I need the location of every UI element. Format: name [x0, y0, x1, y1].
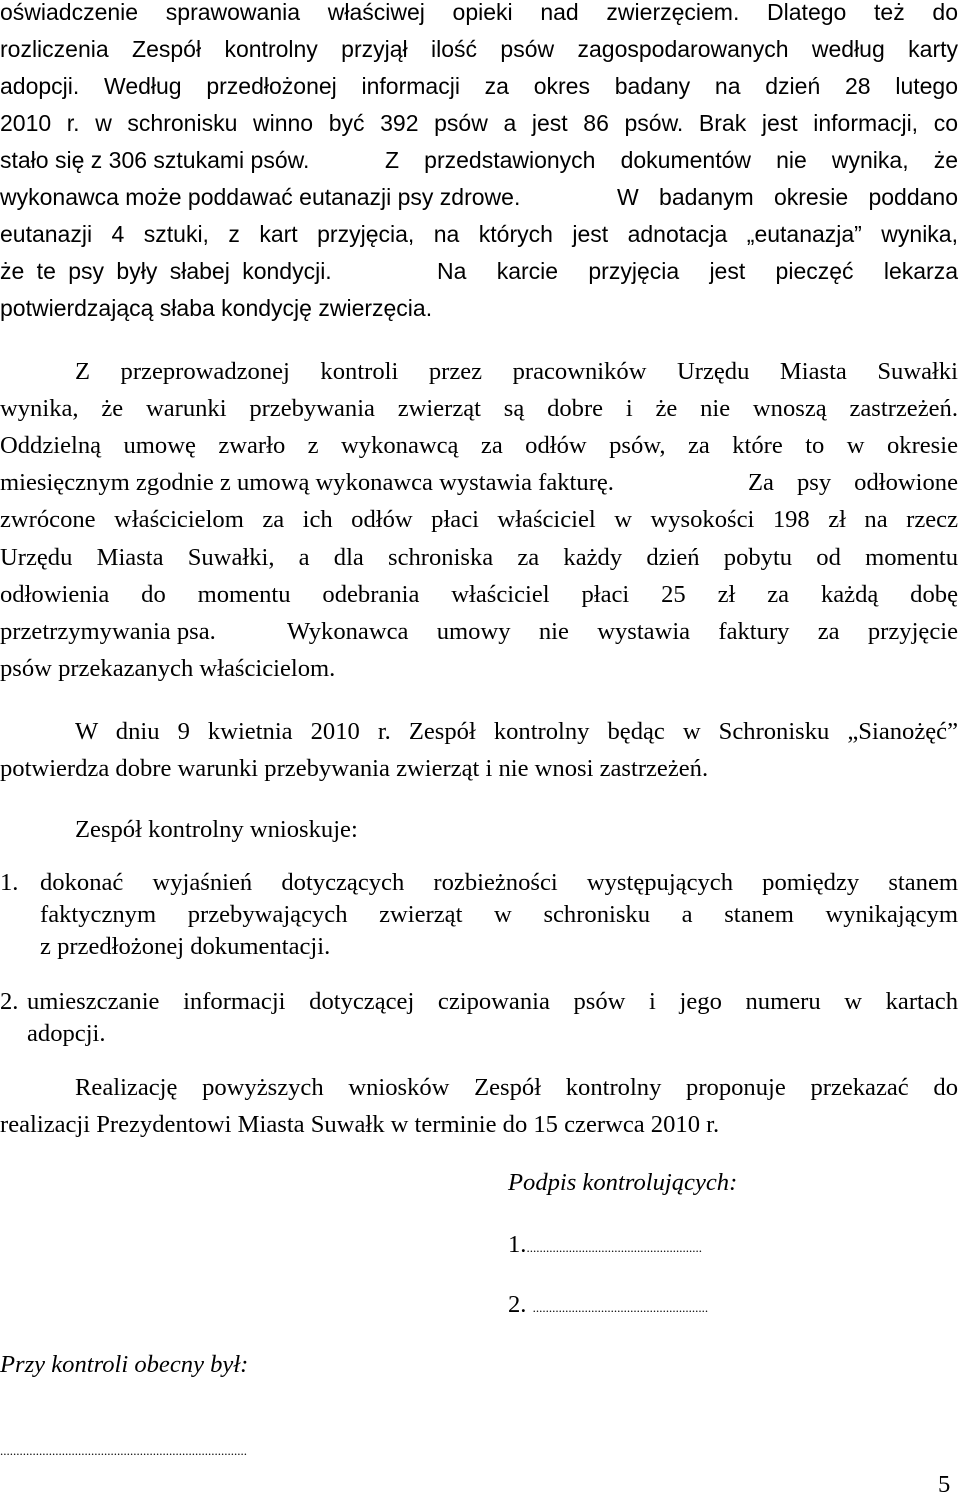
text-line: z przedłożonej dokumentacji.	[40, 933, 331, 960]
text-line: miesięcznym zgodnie z umową wykonawca wystawia fakturę.	[0, 469, 614, 496]
text-line: realizacji Prezydentowi Miasta Suwałk w terminie do 15 czerwca 2010 r.	[0, 1111, 720, 1138]
text-line: psów przekazanych właścicielom.	[0, 655, 336, 682]
text-line: eutanazji 4 sztuki, z kart przyjęcia, na których jest adnotacja „eutanazja” wynika,	[0, 221, 958, 247]
signature-line-1	[508, 1230, 702, 1263]
text-line: przetrzymywania psa.	[0, 618, 216, 645]
text-line: Realizację powyższych wniosków Zespół kontrolny proponuje przekazać do	[75, 1074, 958, 1101]
text-line: zwrócone właścicielom za ich odłów płaci właściciel w wysokości 198 zł na rzecz	[0, 506, 958, 533]
text-line: stało się z 306 sztukami psów.	[0, 147, 310, 173]
text-line: dokonać wyjaśnień dotyczących rozbieżności występujących pomiędzy stanem	[40, 869, 958, 896]
text-line: Na karcie przyjęcia jest pieczęć lekarza	[437, 258, 958, 284]
conclusion-number: 1.	[0, 869, 19, 896]
conclusion-number: 2.	[0, 988, 19, 1015]
text-line: Wykonawca umowy nie wystawia faktury za przyjęcie	[287, 618, 958, 645]
text-line: wynika, że warunki przebywania zwierząt są dobre i że nie wnoszą zastrzeżeń.	[0, 395, 958, 422]
text-line: W badanym okresie poddano	[617, 184, 958, 210]
text-line: potwierdzającą słaba kondycję zwierzęcia.	[0, 295, 433, 321]
text-line: Urzędu Miasta Suwałki, a dla schroniska za każdy dzień pobytu od momentu	[0, 544, 958, 571]
text-line: faktycznym przebywających zwierząt w schronisku a stanem wynikającym	[40, 901, 958, 928]
text-line: Za psy odłowione	[748, 469, 958, 496]
text-line: W dniu 9 kwietnia 2010 r. Zespół kontrolny będąc w Schronisku „Sianożęć”	[75, 718, 958, 745]
text-line: adopcji.	[27, 1020, 106, 1047]
text-line: Z przeprowadzonej kontroli przez pracowników Urzędu Miasta Suwałki	[75, 358, 958, 385]
conclusions-heading: Zespół kontrolny wnioskuje:	[75, 816, 358, 843]
signatures-heading: Podpis kontrolujących:	[508, 1169, 738, 1196]
signature-number: 1.	[508, 1231, 527, 1258]
text-line: 2010 r. w schronisku winno być 392 psów a jest 86 psów. Brak jest informacji, co	[0, 110, 958, 136]
page-number: 5	[938, 1471, 951, 1498]
text-line: umieszczanie informacji dotyczącej czipowania psów i jego numeru w kartach	[27, 988, 958, 1015]
text-line: odłowienia do momentu odebrania właściciel płaci 25 zł za każdą dobę	[0, 581, 958, 608]
present-dots: ............................................................................	[0, 1443, 247, 1458]
text-line: oświadczenie sprawowania właściwej opieki nad zwierzęciem. Dlatego też do	[0, 0, 958, 25]
signature-dots: ......................................................	[532, 1300, 709, 1315]
text-line: Oddzielną umowę zwarło z wykonawcą za odłów psów, za które to w okresie	[0, 432, 958, 459]
present-label: Przy kontroli obecny był:	[0, 1351, 249, 1378]
text-line: że te psy były słabej kondycji.	[0, 258, 332, 284]
text-line: rozliczenia Zespół kontrolny przyjął ilość psów zagospodarowanych według karty	[0, 36, 958, 62]
text-line: wykonawca może poddawać eutanazji psy zdrowe.	[0, 184, 521, 210]
text-line: adopcji. Według przedłożonej informacji za okres badany na dzień 28 lutego	[0, 73, 958, 99]
signature-number: 2.	[508, 1291, 527, 1318]
signature-line-2	[508, 1290, 708, 1323]
signature-dots: ......................................................	[526, 1240, 702, 1255]
text-line: potwierdza dobre warunki przebywania zwierząt i nie wnosi zastrzeżeń.	[0, 755, 709, 782]
text-line: Z przedstawionych dokumentów nie wynika, że	[385, 147, 958, 173]
